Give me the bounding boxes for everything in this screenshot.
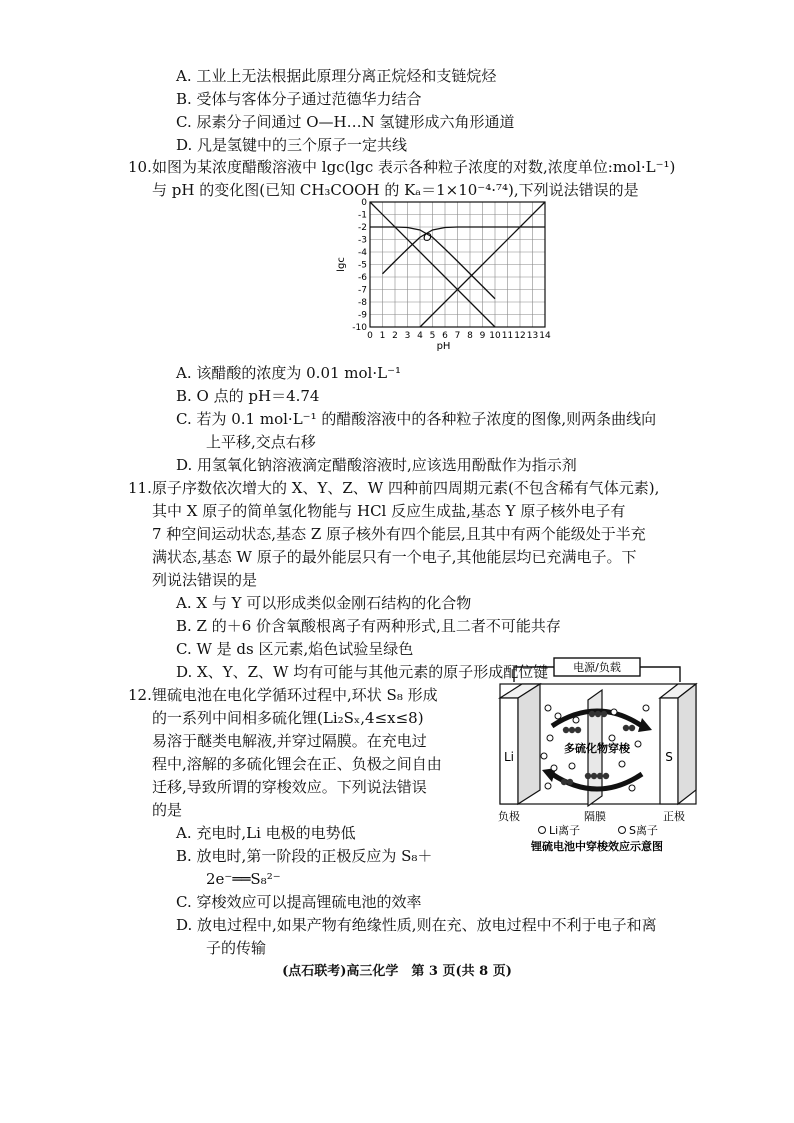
- q11-option-a: A. X 与 Y 可以形成类似金刚石结构的化合物: [176, 594, 472, 612]
- x-tick-label: 13: [526, 331, 539, 341]
- q9-option-c: C. 尿素分子间通过 O—H…N 氢键形成六角形通道: [176, 113, 515, 131]
- li-s-battery-diagram: [492, 656, 702, 856]
- x-tick-label: 2: [392, 331, 398, 341]
- q11-option-b: B. Z 的＋6 价含氧酸根离子有两种形式,且二者不可能共存: [176, 617, 561, 635]
- x-tick-label: 8: [467, 331, 473, 341]
- y-tick-label: 0: [361, 198, 367, 208]
- x-tick-label: 11: [501, 331, 514, 341]
- q10-option-b: B. O 点的 pH＝4.74: [176, 387, 320, 405]
- q12-option-a: A. 充电时,Li 电极的电势低: [176, 824, 356, 842]
- x-axis-label: pH: [436, 341, 451, 352]
- s-label: S: [665, 750, 673, 764]
- q11-number: 11.: [128, 479, 152, 497]
- x-tick-label: 3: [404, 331, 411, 341]
- li-electrode-side: [518, 684, 540, 804]
- q11-stem-line5: 列说法错误的是: [152, 571, 258, 589]
- x-tick-label: 4: [417, 331, 423, 341]
- q12-stem-line6: 的是: [152, 801, 183, 819]
- q12-option-b: B. 放电时,第一阶段的正极反应为 S₈＋: [176, 847, 433, 865]
- x-tick-label: 7: [454, 331, 461, 341]
- q11-stem-line1: 原子序数依次增大的 X、Y、Z、W 四种前四周期元素(不包含稀有气体元素),: [152, 479, 660, 497]
- q12-stem-line3: 易溶于醚类电解液,并穿过隔膜。在充电过: [152, 732, 427, 750]
- y-tick-label: -8: [358, 298, 367, 308]
- y-tick-label: -10: [352, 323, 367, 333]
- y-axis-label: lgc: [336, 257, 347, 272]
- q11-option-d: D. X、Y、Z、W 均有可能与其他元素的原子形成配位键: [176, 663, 549, 681]
- x-tick-label: 6: [442, 331, 448, 341]
- y-tick-label: -3: [358, 235, 367, 246]
- x-tick-label: 1: [379, 331, 386, 341]
- li-label: Li: [503, 750, 515, 764]
- lgc-ph-chart: [332, 192, 572, 362]
- y-tick-label: -2: [358, 223, 367, 233]
- q12-stem-line1: 锂硫电池在电化学循环过程中,环状 S₈ 形成: [152, 686, 438, 704]
- q12-option-c: C. 穿梭效应可以提高锂硫电池的效率: [176, 893, 422, 911]
- y-tick-label: -7: [358, 285, 367, 296]
- q12-stem-line2: 的一系列中间相多硫化锂(Li₂Sₓ,4≤x≤8): [152, 709, 424, 727]
- x-tick-label: 0: [367, 331, 373, 341]
- q10-stem-line2: 与 pH 的变化图(已知 CH₃COOH 的 Kₐ＝1×10⁻⁴·⁷⁴),下列说法错误的是: [152, 181, 639, 199]
- s-ion-legend: S离子: [629, 824, 658, 837]
- q9-option-b: B. 受体与客体分子通过范德华力结合: [176, 90, 422, 108]
- y-tick-label: -4: [358, 248, 367, 258]
- x-tick-label: 12: [514, 331, 526, 341]
- shuttle-arrow-top-head: [638, 718, 652, 732]
- q10-option-c: C. 若为 0.1 mol·L⁻¹ 的醋酸溶液中的各种粒子浓度的图像,则两条曲线向: [176, 410, 657, 428]
- x-tick-label: 14: [539, 331, 551, 341]
- x-tick-label: 5: [429, 331, 436, 341]
- s-electrode-side: [678, 684, 696, 804]
- q11-option-c: C. W 是 ds 区元素,焰色试验呈绿色: [176, 640, 414, 658]
- q10-option-a: A. 该醋酸的浓度为 0.01 mol·L⁻¹: [176, 364, 402, 382]
- y-tick-label: -1: [358, 210, 367, 221]
- q11-stem-line4: 满状态,基态 W 原子的最外能层只有一个电子,其他能层均已充满电子。下: [152, 548, 637, 566]
- battery-caption: 锂硫电池中穿梭效应示意图: [531, 840, 663, 853]
- q12-option-d-cont: 子的传输: [206, 939, 267, 957]
- y-tick-label: -6: [358, 273, 367, 283]
- positive-electrode-label: 正极: [663, 810, 685, 823]
- x-tick-label: 9: [479, 331, 486, 341]
- q9-option-d: D. 凡是氢键中的三个原子一定共线: [176, 136, 408, 154]
- o-point-label: O: [423, 230, 432, 244]
- q12-stem-line5: 迁移,导致所谓的穿梭效应。下列说法错误: [152, 778, 427, 796]
- q11-stem-line2: 其中 X 原子的简单氢化物能与 HCl 反应生成盐,基态 Y 原子核外电子有: [152, 502, 626, 520]
- q12-stem-line4: 程中,溶解的多硫化锂会在正、负极之间自由: [152, 755, 442, 773]
- power-load-label: 电源/负载: [573, 661, 621, 674]
- q10-stem-line1: 如图为某浓度醋酸溶液中 lgc(lgc 表示各种粒子浓度的对数,浓度单位:mol·L⁻¹): [152, 158, 676, 176]
- q10-option-c-cont: 上平移,交点右移: [206, 433, 316, 451]
- page-footer: (点石联考)高三化学 第 3 页(共 8 页): [282, 964, 512, 979]
- wire-right: [640, 667, 680, 682]
- shuttle-label: 多硫化物穿梭: [564, 742, 630, 755]
- q10-option-d: D. 用氢氧化钠溶液滴定醋酸溶液时,应该选用酚酞作为指示剂: [176, 456, 577, 474]
- li-ion-legend-icon: [539, 827, 546, 834]
- separator-label: 隔膜: [584, 810, 606, 823]
- q9-option-a: A. 工业上无法根据此原理分离正烷烃和支链烷烃: [176, 67, 497, 85]
- wire-left: [514, 667, 554, 682]
- q12-option-d: D. 放电过程中,如果产物有绝缘性质,则在充、放电过程中不利于电子和离: [176, 916, 657, 934]
- y-tick-label: -9: [358, 310, 367, 321]
- s-ion-legend-icon: [619, 827, 626, 834]
- q10-number: 10.: [128, 158, 152, 176]
- li-ion-legend: Li离子: [549, 824, 581, 837]
- y-tick-label: -5: [358, 260, 367, 271]
- q12-number: 12.: [128, 686, 152, 704]
- q11-stem-line3: 7 种空间运动状态,基态 Z 原子核外有四个能层,且其中有两个能级处于半充: [152, 525, 646, 543]
- q12-option-b-cont: 2e⁻══S₈²⁻: [206, 870, 281, 888]
- negative-electrode-label: 负极: [498, 810, 520, 823]
- x-tick-label: 10: [489, 331, 501, 341]
